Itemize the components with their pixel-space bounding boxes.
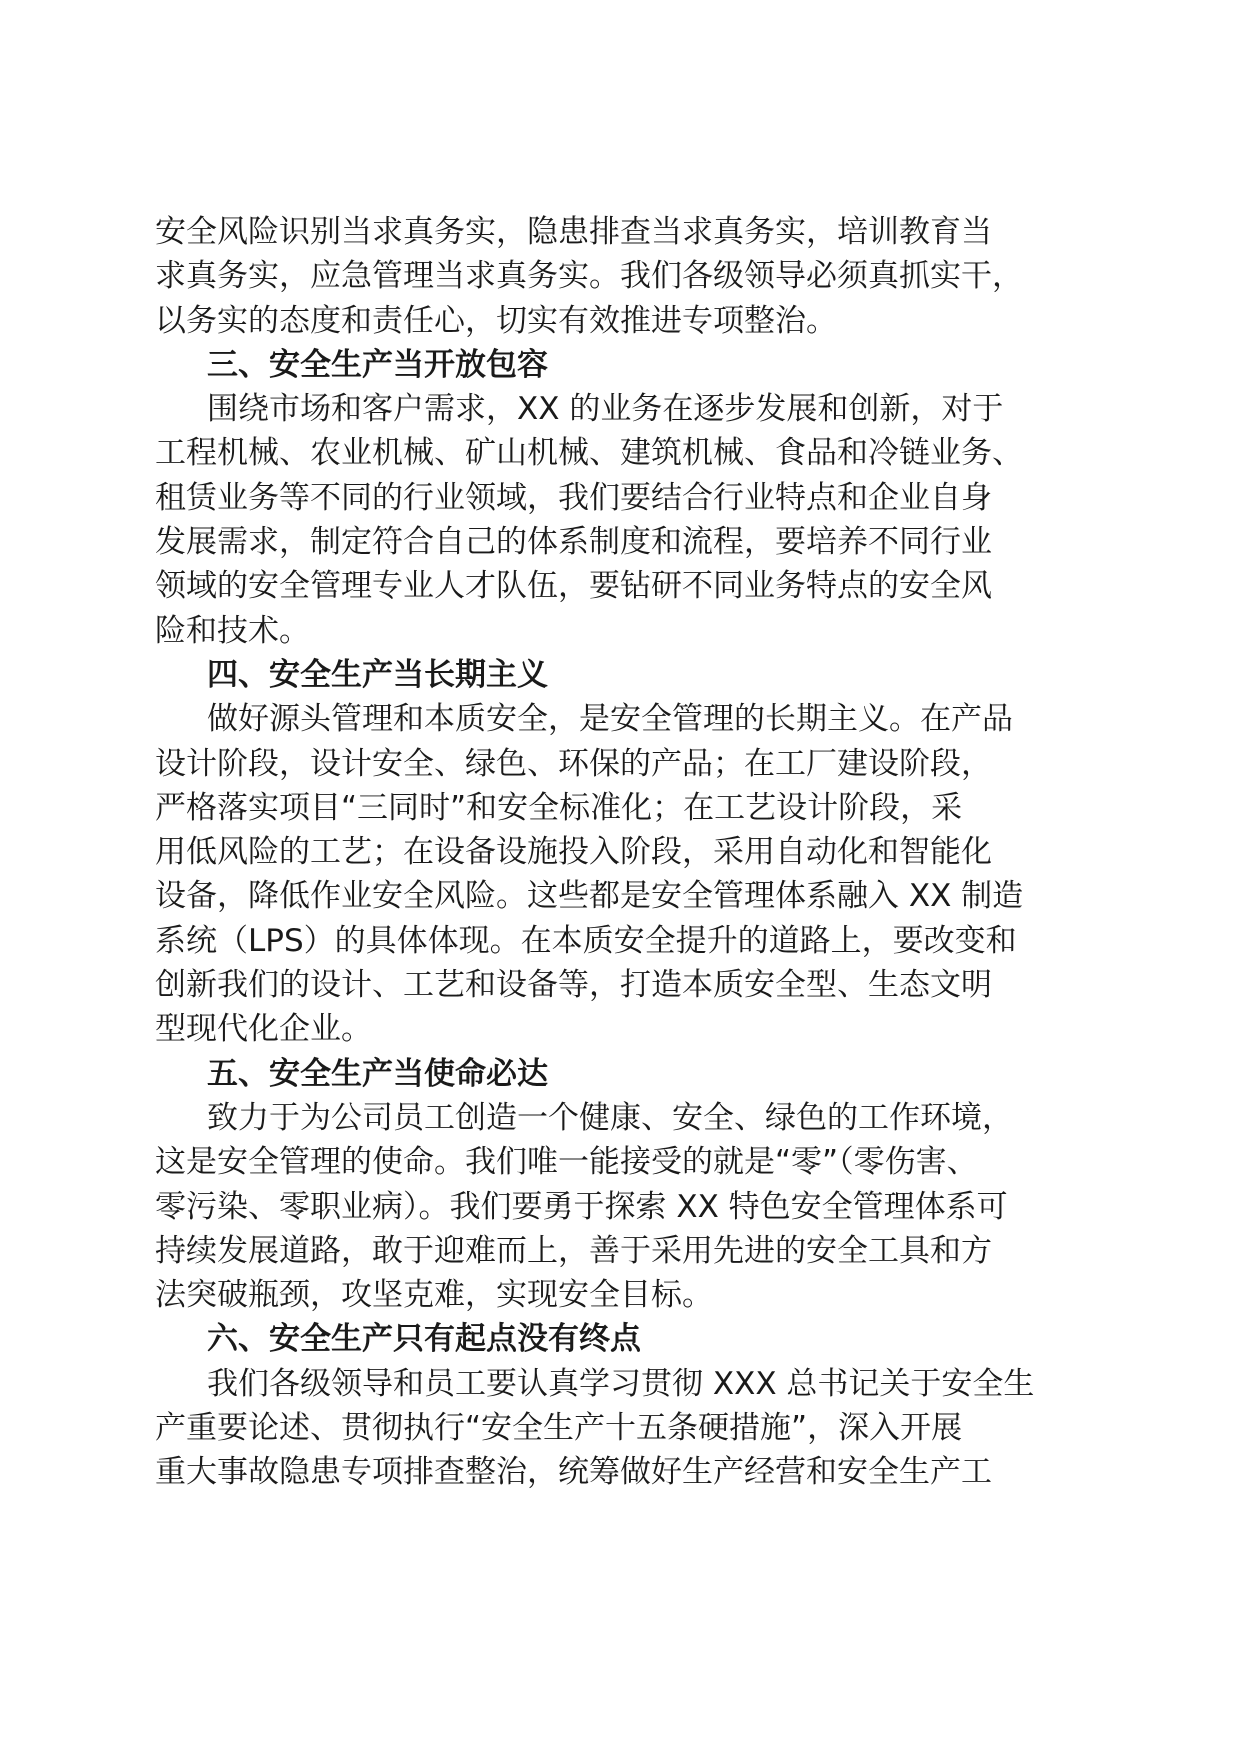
- paragraph-line: 做好源头管理和本质安全，是安全管理的长期主义。在产品: [207, 701, 1013, 738]
- section-heading: 四、安全生产当长期主义: [207, 656, 548, 693]
- paragraph-line: 这是安全管理的使命。我们唯一能接受的就是“零”（零伤害、: [155, 1144, 978, 1181]
- paragraph-line: 围绕市场和客户需求，XX 的业务在逐步发展和创新，对于: [207, 391, 1004, 428]
- section-heading: 五、安全生产当使命必达: [207, 1055, 548, 1092]
- paragraph-line: 险和技术。: [155, 612, 310, 649]
- paragraph-line: 持续发展道路，敢于迎难而上，善于采用先进的安全工具和方: [155, 1232, 992, 1269]
- paragraph-line: 系统（LPS）的具体体现。在本质安全提升的道路上，要改变和: [155, 922, 1017, 959]
- paragraph-line: 以务实的态度和责任心，切实有效推进专项整治。: [155, 302, 837, 339]
- paragraph-line: 求真务实，应急管理当求真务实。我们各级领导必须真抓实干，: [155, 258, 1023, 295]
- paragraph-line: 严格落实项目“三同时”和安全标准化；在工艺设计阶段，采: [155, 789, 963, 826]
- paragraph-line: 我们各级领导和员工要认真学习贯彻 XXX 总书记关于安全生: [207, 1365, 1035, 1402]
- paragraph-line: 设备，降低作业安全风险。这些都是安全管理体系融入 XX 制造: [155, 878, 1024, 915]
- paragraph-line: 安全风险识别当求真务实，隐患排查当求真务实，培训教育当: [155, 214, 992, 250]
- paragraph-line: 创新我们的设计、工艺和设备等，打造本质安全型、生态文明: [155, 967, 992, 1004]
- paragraph-line: 租赁业务等不同的行业领域，我们要结合行业特点和企业自身: [155, 479, 992, 516]
- paragraph-line: 领域的安全管理专业人才队伍，要钻研不同业务特点的安全风: [155, 568, 992, 605]
- paragraph-line: 重大事故隐患专项排查整治，统筹做好生产经营和安全生产工: [155, 1454, 992, 1491]
- paragraph-line: 工程机械、农业机械、矿山机械、建筑机械、食品和冷链业务、: [155, 435, 1023, 472]
- paragraph-line: 设计阶段，设计安全、绿色、环保的产品；在工厂建设阶段，: [155, 745, 992, 782]
- document-body: [155, 210, 1095, 1495]
- paragraph-line: 法突破瓶颈，攻坚克难，实现安全目标。: [155, 1277, 713, 1314]
- section-heading: 三、安全生产当开放包容: [207, 346, 548, 383]
- paragraph-line: 用低风险的工艺；在设备设施投入阶段，采用自动化和智能化: [155, 834, 992, 871]
- paragraph-line: 致力于为公司员工创造一个健康、安全、绿色的工作环境，: [207, 1099, 1013, 1136]
- paragraph-line: 发展需求，制定符合自己的体系制度和流程，要培养不同行业: [155, 524, 992, 561]
- paragraph-line: 零污染、零职业病）。我们要勇于探索 XX 特色安全管理体系可: [155, 1188, 1008, 1225]
- paragraph-line: 产重要论述、贯彻执行“安全生产十五条硬措施”，深入开展: [155, 1410, 963, 1447]
- paragraph-line: 型现代化企业。: [155, 1011, 372, 1048]
- section-heading: 六、安全生产只有起点没有终点: [207, 1321, 641, 1358]
